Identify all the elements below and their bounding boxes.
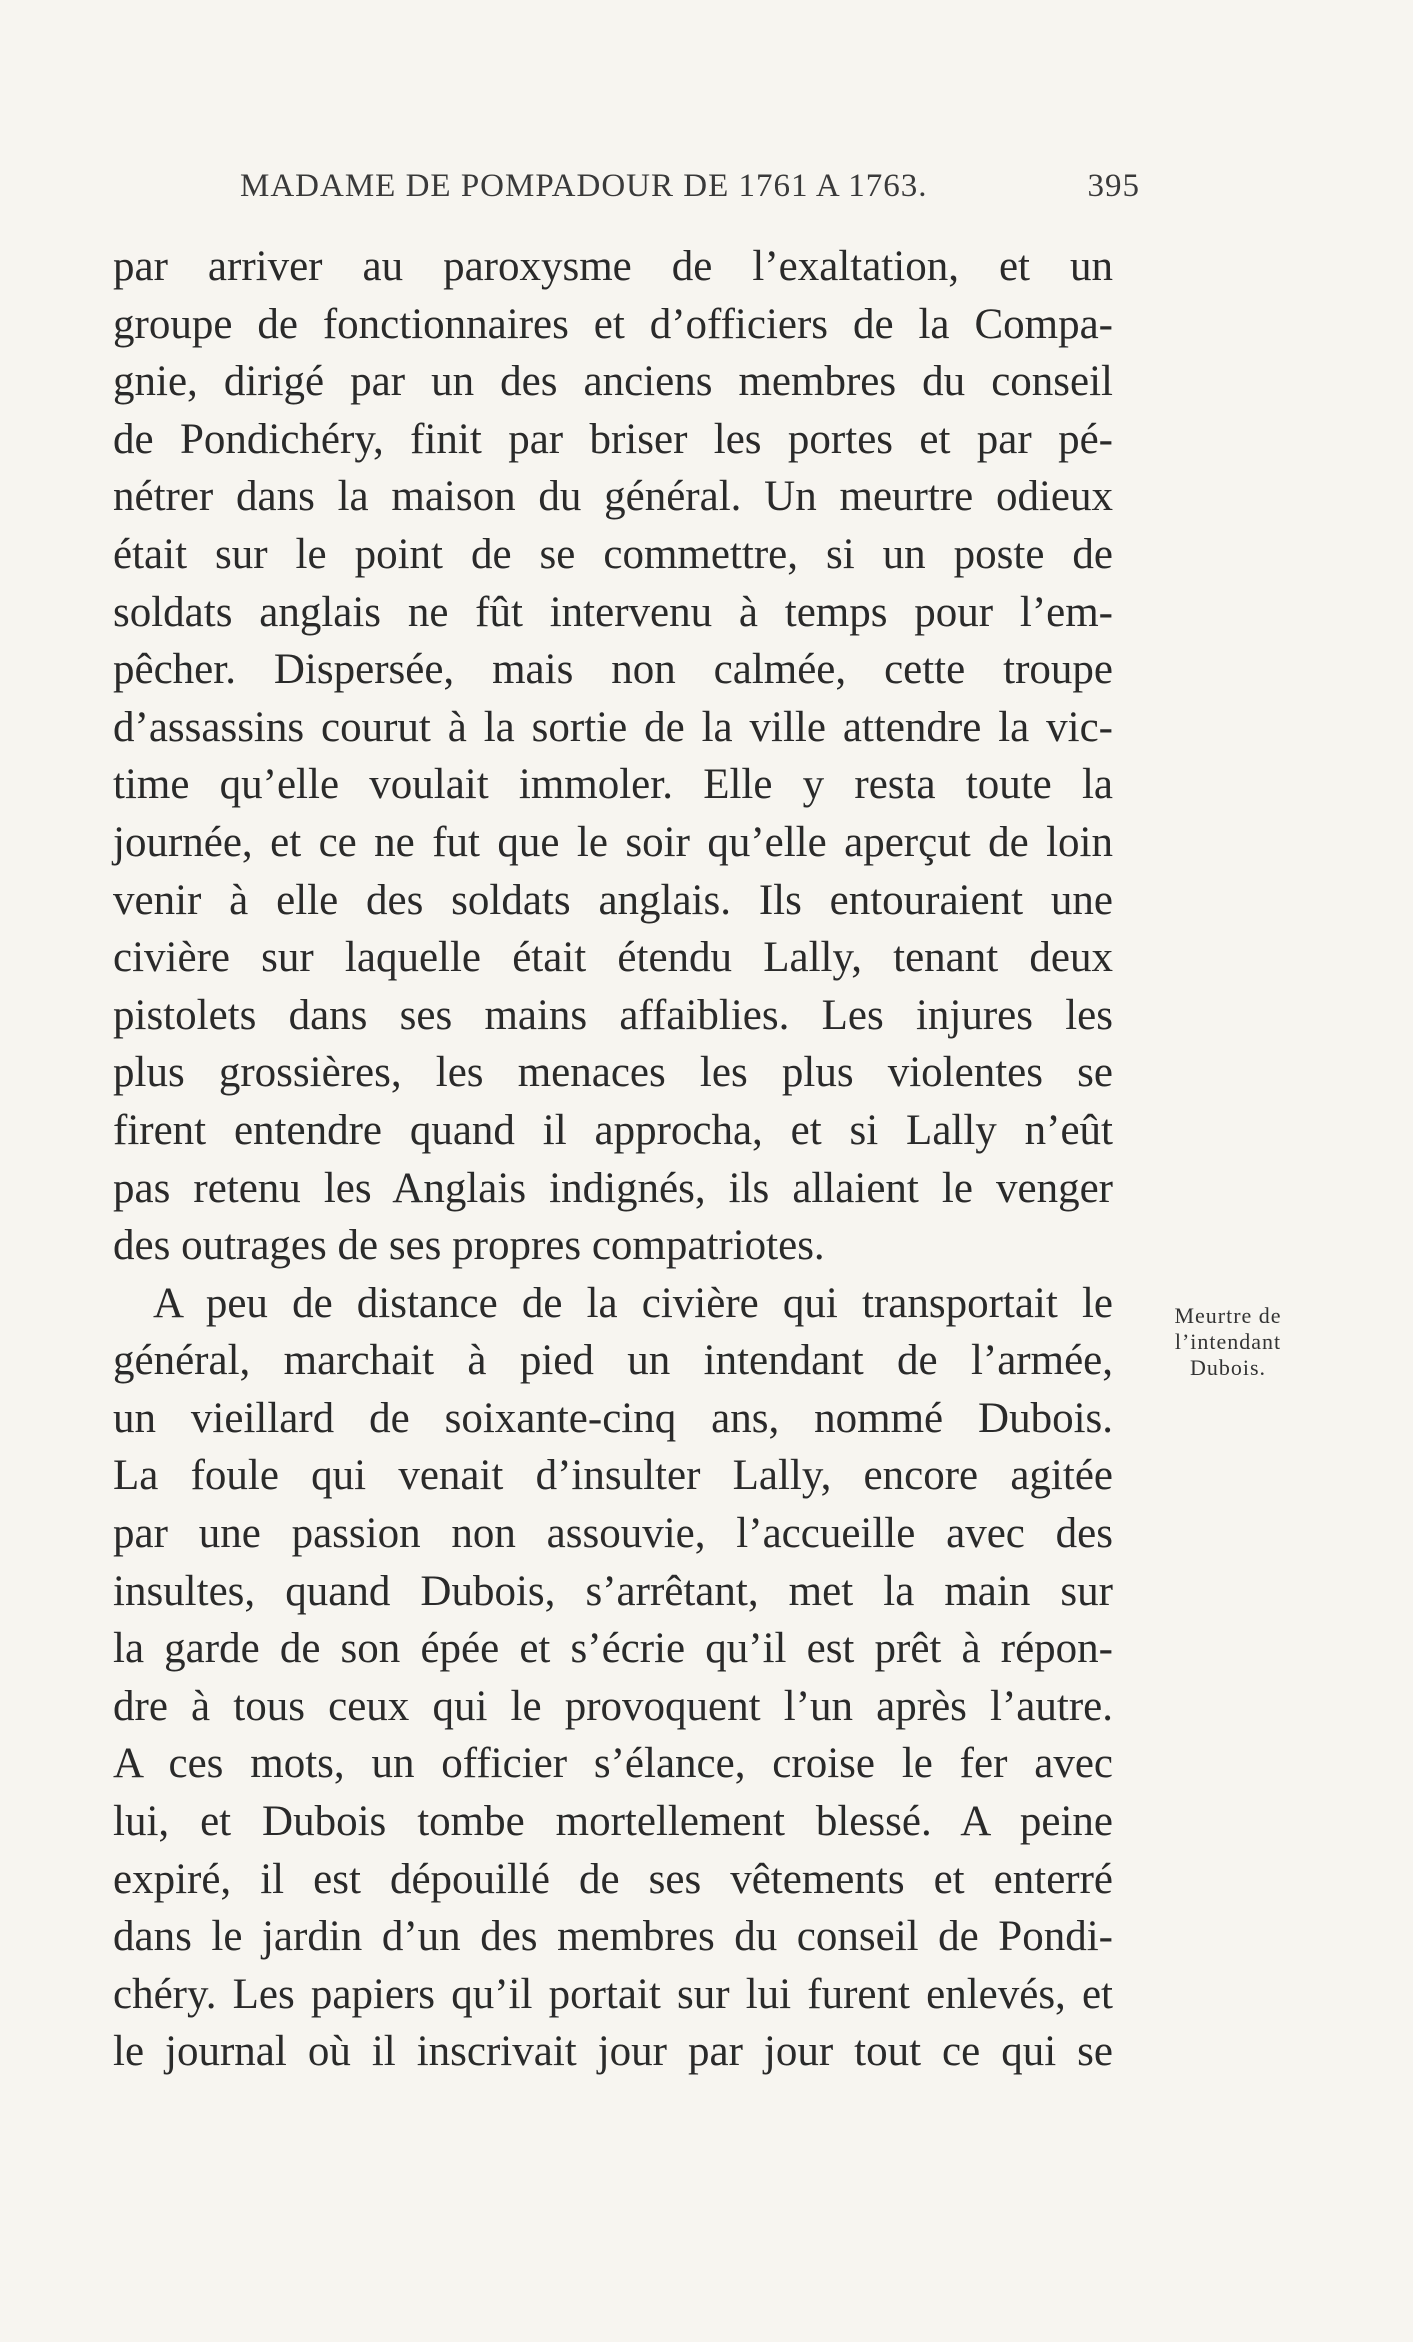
text-line: par arriver au paroxysme de l’exaltation, et un <box>113 243 1113 290</box>
text-line: A peu de distance de la civière qui transportait le <box>153 1279 1113 1327</box>
text-line: expiré, il est dépouillé de ses vêtements et enterré <box>113 1855 1113 1903</box>
margin-note-line: Meurtre de <box>1174 1303 1282 1328</box>
body-text <box>113 238 1113 2081</box>
text-line: pistolets dans ses mains affaiblies. Les injures les <box>113 991 1113 1039</box>
text-line: un vieillard de soixante-cinq ans, nommé Dubois. <box>113 1394 1113 1442</box>
text-line: A ces mots, un officier s’élance, croise le fer avec <box>113 1740 1113 1788</box>
text-line: firent entendre quand il approcha, et si Lally n’eût <box>113 1106 1113 1154</box>
margin-note <box>1128 1303 1328 1381</box>
text-line: soldats anglais ne fût intervenu à temps pour l’em- <box>113 588 1113 636</box>
text-line: lui, et Dubois tombe mortellement blessé. A peine <box>113 1798 1113 1846</box>
text-line: civière sur laquelle était étendu Lally, tenant deux <box>113 934 1113 982</box>
text-line: journée, et ce ne fut que le soir qu’elle aperçut de loin <box>113 818 1113 866</box>
text-line: la garde de son épée et s’écrie qu’il est prêt à répon- <box>113 1625 1113 1673</box>
text-line: par une passion non assouvie, l’accueille avec des <box>113 1510 1113 1558</box>
text-line: de Pondichéry, finit par briser les portes et par pé- <box>113 415 1113 463</box>
running-head <box>240 168 1140 218</box>
text-line: pêcher. Dispersée, mais non calmée, cette troupe <box>113 646 1113 694</box>
text-line: plus grossières, les menaces les plus violentes se <box>113 1049 1113 1097</box>
page-number: 395 <box>1087 168 1140 204</box>
text-line: dans le jardin d’un des membres du conseil de Pondi- <box>113 1913 1113 1961</box>
margin-note-line: l’intendant <box>1174 1329 1282 1354</box>
text-line: le journal où il inscrivait jour par jour tout ce qui se <box>113 2028 1113 2076</box>
text-line: gnie, dirigé par un des anciens membres du conseil <box>113 358 1113 406</box>
text-line: était sur le point de se commettre, si un poste de <box>113 530 1113 578</box>
running-title: MADAME DE POMPADOUR DE 1761 A 1763. <box>240 168 928 204</box>
text-line: groupe de fonctionnaires et d’officiers de la Compa- <box>113 300 1113 348</box>
text-line: pas retenu les Anglais indignés, ils allaient le venger <box>113 1164 1113 1212</box>
text-line: venir à elle des soldats anglais. Ils entouraient une <box>113 876 1113 924</box>
text-line: nétrer dans la maison du général. Un meurtre odieux <box>113 473 1113 521</box>
text-line: time qu’elle voulait immoler. Elle y resta toute la <box>113 761 1113 809</box>
text-line: des outrages de ses propres compatriotes. <box>113 1222 825 1270</box>
text-line: d’assassins courut à la sortie de la ville attendre la vic- <box>113 703 1113 751</box>
margin-note-line: Dubois. <box>1189 1355 1267 1380</box>
text-line: chéry. Les papiers qu’il portait sur lui furent enlevés, et <box>113 1970 1113 2018</box>
text-line: dre à tous ceux qui le provoquent l’un après l’autre. <box>113 1682 1113 1730</box>
text-line: général, marchait à pied un intendant de l’armée, <box>113 1337 1113 1385</box>
text-line: La foule qui venait d’insulter Lally, encore agitée <box>113 1452 1113 1500</box>
text-line: insultes, quand Dubois, s’arrêtant, met la main sur <box>113 1567 1113 1615</box>
